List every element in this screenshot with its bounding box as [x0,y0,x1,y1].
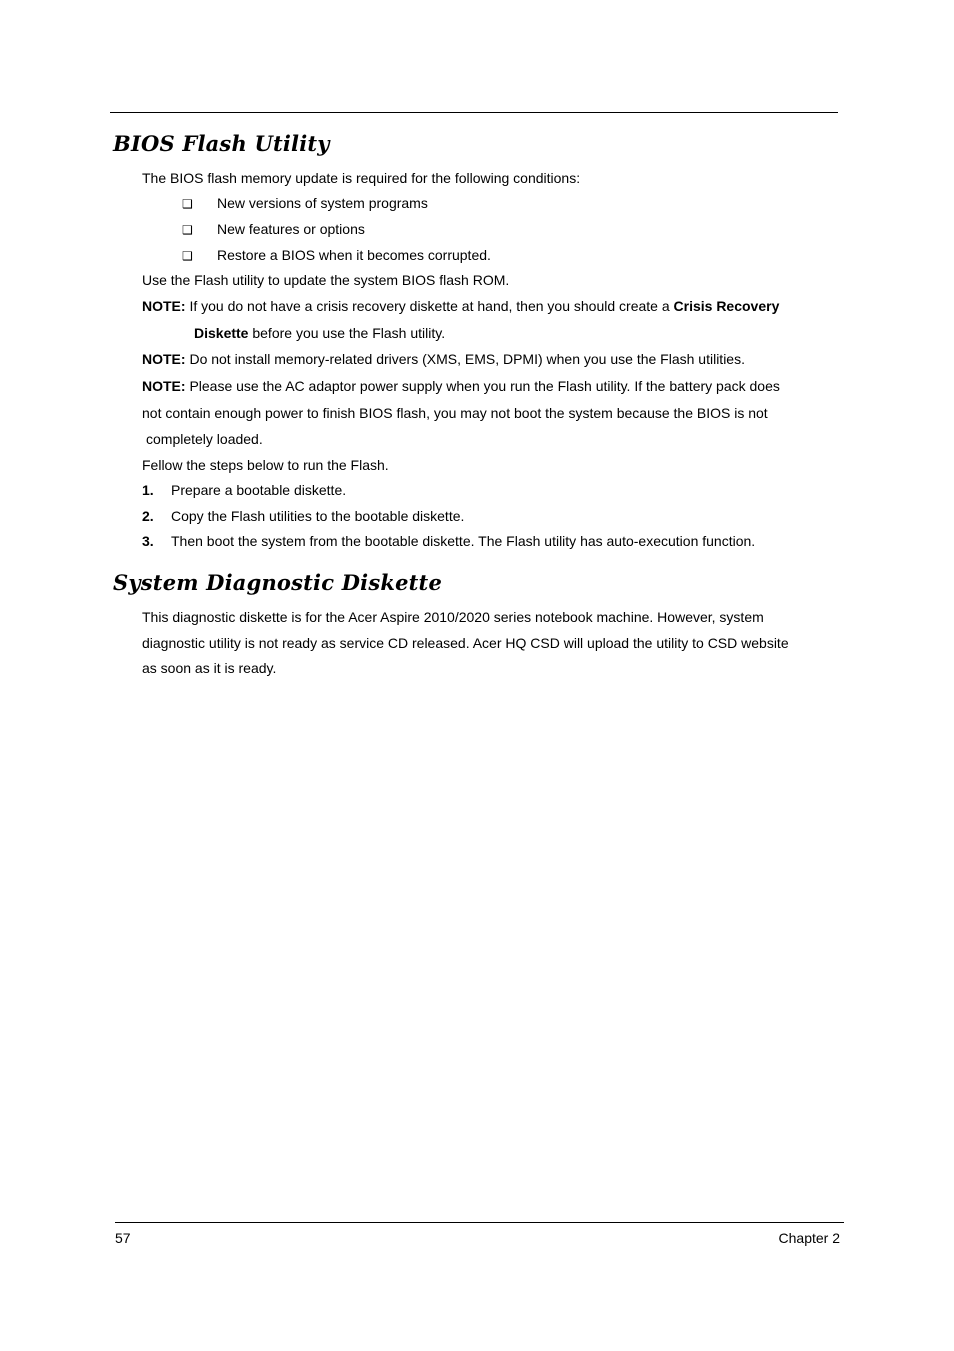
bullet-item: New versions of system programs [217,195,428,211]
note-ac-adaptor [142,378,780,395]
bullet-item: New features or options [217,221,365,237]
use-flash-text: Use the Flash utility to update the system BIOS flash ROM. [142,272,510,288]
step-text: Copy the Flash utilities to the bootable diskette. [171,508,465,524]
diagnostic-text-line2: diagnostic utility is not ready as service CD released. Acer HQ CSD will upload the utility to CSD website [142,635,789,651]
note-text: before you use the Flash utility. [248,325,446,341]
note-ac-adaptor-line3: completely loaded. [146,431,263,447]
diagnostic-text-line1: This diagnostic diskette is for the Acer Aspire 2010/2020 series notebook machine. However, system [142,609,764,625]
checkbox-bullet-icon: ❑ [182,249,193,263]
step-number: 2. [142,508,154,524]
section-title-system-diagnostic-diskette: System Diagnostic Diskette [113,570,443,595]
note-label: NOTE: [142,351,186,367]
step-number: 3. [142,533,154,549]
note-ac-adaptor-line2: not contain enough power to finish BIOS flash, you may not boot the system because the BIOS is not [142,405,768,421]
diagnostic-text-line3: as soon as it is ready. [142,660,277,676]
footer-rule [115,1222,844,1223]
step-text: Prepare a bootable diskette. [171,482,347,498]
note-emphasis: Crisis Recovery [673,298,780,314]
checkbox-bullet-icon: ❑ [182,223,193,237]
intro-text: The BIOS flash memory update is required for the following conditions: [142,170,581,186]
note-crisis-recovery-cont [194,325,445,342]
steps-intro: Fellow the steps below to run the Flash. [142,457,389,473]
chapter-label: Chapter 2 [778,1230,840,1246]
note-text: If you do not have a crisis recovery diskette at hand, then you should create a [185,298,674,314]
note-crisis-recovery [142,298,779,315]
page-number: 57 [115,1230,131,1246]
note-text: Do not install memory-related drivers (XMS, EMS, DPMI) when you use the Flash utilities. [185,351,745,367]
step-text: Then boot the system from the bootable diskette. The Flash utility has auto-execution function. [171,533,756,549]
note-memory-drivers [142,351,745,368]
bullet-item: Restore a BIOS when it becomes corrupted. [217,247,491,263]
note-emphasis: Diskette [194,325,249,341]
step-number: 1. [142,482,154,498]
note-text: Please use the AC adaptor power supply when you run the Flash utility. If the battery pack does [185,378,780,394]
checkbox-bullet-icon: ❑ [182,197,193,211]
header-rule [110,112,838,113]
note-label: NOTE: [142,378,186,394]
section-title-bios-flash-utility: BIOS Flash Utility [113,131,330,156]
note-label: NOTE: [142,298,186,314]
